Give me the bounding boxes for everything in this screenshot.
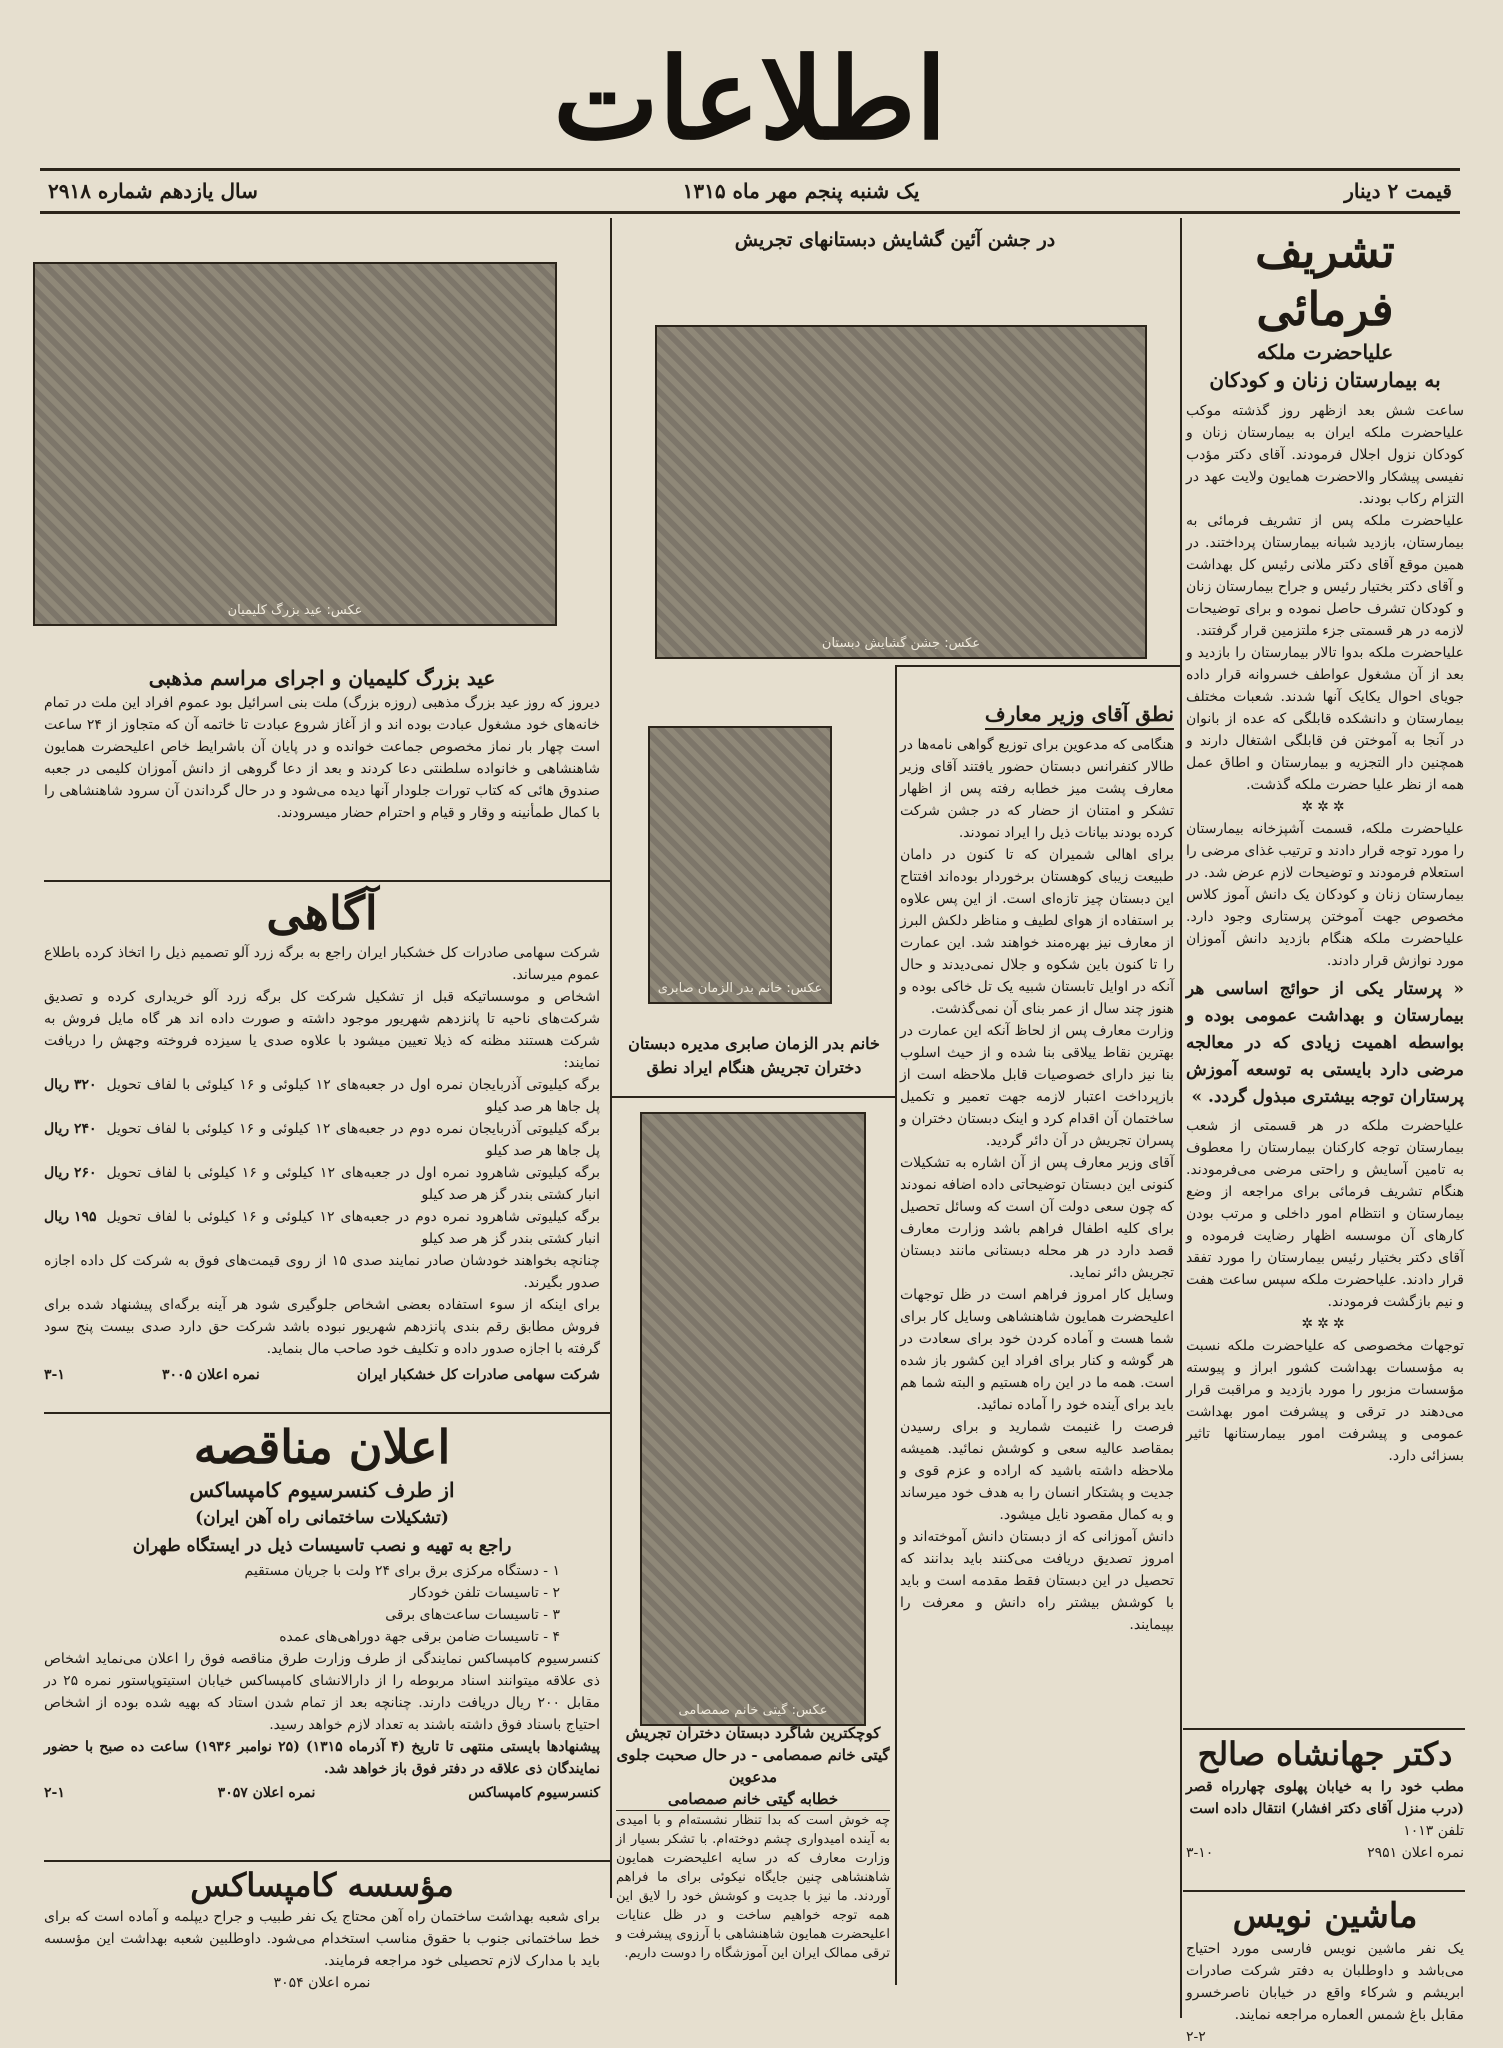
- typist-ad-title: ماشین نویس: [1232, 1896, 1418, 1936]
- paragraph: علیاحضرت ملکه، قسمت آشپزخانه بیمارستان را مورد توجه قرار دادند و ترتیب غذای مرضی را استعلام فرمودند و توضیحات لازم عرض شد. در بیمارستان زنان و کودکان یک دانش آموز کلاس مخصوص جهت آموختن پرستاری وجود دارد. علیاحضرت ملکه هنگام بازدید دانش آموزان مورد نوازش قرار دادند.: [1186, 821, 1464, 969]
- article-text: [1186, 400, 1464, 796]
- doctor-ad: [1186, 1732, 1464, 1864]
- company-title: مؤسسه کامپساکس: [190, 1866, 454, 1904]
- paragraph: فرصت را غنیمت شمارید و برای رسیدن بمقاصد عالیه سعی و کوشش نمائید. همیشه ملاحظه داشته باشید که اراده و عزم قوی و جدیت و پشتکار انسان را به هدف خود میرساند و به کمال مقصود نایل میشود.: [900, 1419, 1174, 1523]
- section-divider: ✲✲✲: [1301, 1316, 1349, 1332]
- tender-org: (تشکیلات ساختمانی راه آهن ایران): [195, 1508, 449, 1528]
- ceremony-title: عید بزرگ کلیمیان و اجرای مراسم مذهبی: [148, 666, 496, 690]
- column-rule: [895, 665, 897, 1985]
- divider: [44, 1412, 610, 1414]
- article-text: [900, 734, 1174, 1636]
- doctor-ad-text: مطب خود را به خیابان پهلوی چهارراه قصر (درب منزل آقای دکتر افشار) انتقال داده است: [1186, 1779, 1464, 1817]
- tender-item: ۲ - تاسیسات تلفن خودکار: [409, 1585, 560, 1601]
- divider: [1183, 1890, 1465, 1892]
- student-caption: کوچکترین شاگرد دبستان دختران تجریش گیتی خانم صمصامی - در حال صحبت جلوی مدعوین: [616, 1724, 890, 1786]
- tender-items: [44, 1560, 600, 1648]
- tender-signature: کنسرسیوم کامپساکس: [468, 1785, 600, 1801]
- ad-reference: نمره اعلان ۳۰۵۴: [273, 1975, 371, 1991]
- tender-item: ۴ - تاسیسات ضامن برقی جهة دوراهی‌های عمده: [279, 1629, 560, 1645]
- notice: [44, 884, 600, 1386]
- photo-label: عکس: عید بزرگ کلیمیان: [227, 603, 363, 618]
- divider: [897, 665, 1180, 667]
- price-desc: برگه کیلیوتی آذربایجان نمره دوم در جعبه‌های ۱۲ کیلوئی و ۱۶ کیلوئی با لفاف تحویل پل جاها هر صد کیلو: [106, 1121, 601, 1159]
- ad-number: ۳-۱۰: [1186, 1845, 1214, 1861]
- student-speech-title: خطابه گیتی خانم صمصامی: [616, 1788, 890, 1811]
- queen-visit-subhead: علیاحضرت ملکه: [1256, 340, 1394, 364]
- photo-label: عکس: گیتی خانم صمصامی: [678, 1703, 828, 1718]
- issue-date: یک شنبه پنجم مهر ماه ۱۳۱۵: [682, 179, 920, 203]
- price-value: ۱۹۵ ریال: [44, 1209, 97, 1225]
- price-value: ۳۲۰ ریال: [44, 1077, 97, 1093]
- price-item: [44, 1206, 600, 1250]
- dateline-bar: [40, 168, 1460, 214]
- price-desc: برگه کیلیوتی شاهرود نمره اول در جعبه‌های ۱۲ کیلوئی و ۱۶ کیلوئی با لفاف تحویل انبار کشتی بندر گز هر صد کیلو: [106, 1165, 600, 1203]
- masthead-title: اطلاعات: [553, 34, 947, 165]
- queen-visit-subhead: به بیمارستان زنان و کودکان: [1209, 368, 1441, 392]
- notice-footer: [44, 1364, 600, 1386]
- doctor-phone: تلفن ۱۰۱۳: [1403, 1823, 1464, 1839]
- paragraph: توجهات مخصوصی که علیاحضرت ملکه نسبت به مؤسسات بهداشت کشور ابراز و پیوسته مؤسسات مزبور را مورد بازدید و مراقبت قرار می‌دهند در ترقی و پیشرفت امور بهداشت عمومی و پیشرفت امور بیمارستانها تاثیر بسزائی دارد.: [1186, 1338, 1464, 1464]
- notice-text: چنانچه بخواهند خودشان صادر نمایند صدی ۱۵ از روی قیمت‌های فوق به شرکت کل داده اجازه صدور بگیرند.: [44, 1253, 601, 1291]
- minister-speech-title: نطق آقای وزیر معارف: [985, 700, 1174, 730]
- price-item: [44, 1074, 600, 1118]
- paragraph: وسایل کار امروز فراهم است در ظل توجهات اعلیحضرت همایون شاهنشاهی وسایل کار برای شما هست و آماده کردن خود برای سعادت در هر گوشه و کنار برای افراد این کشور باز شده است. همه ما در این راه هستیم و البته شما هم باید برای آینده خود را آماده نمائید.: [900, 1287, 1174, 1413]
- tender-from: از طرف کنسرسیوم کامپساکس: [189, 1478, 455, 1502]
- student-photo: [640, 1112, 866, 1726]
- price-value: ۲۶۰ ریال: [44, 1165, 97, 1181]
- tender-title: اعلان مناقصه: [193, 1420, 451, 1474]
- typist-ad-text: یک نفر ماشین نویس فارسی مورد احتیاج می‌باشد و داوطلبان به دفتر شرکت صادرات ابریشم و شرکاء واقع در خیابان ناصرخسرو مقابل باغ شمس العماره مراجعه نمایند.: [1186, 1941, 1464, 2023]
- divider: [612, 1096, 895, 1098]
- student-speech: [616, 1722, 890, 1963]
- paragraph: آقای وزیر معارف پس از آن اشاره به تشکیلات کنونی این دبستان توضیحاتی داده اضافه نمودند که چون سعی دولت آن است که وسائل تحصیل برای کلیه اطفال فراهم باشد وزارت معارف قصد دارد در هر محله دبستانی مانند دبستان تجریش دائر نماید.: [900, 1155, 1174, 1281]
- company-ad: [44, 1864, 600, 1994]
- tender-item: ۳ - تاسیسات ساعت‌های برقی: [385, 1607, 560, 1623]
- notice-intro: شرکت سهامی صادرات کل خشکبار ایران راجع به برگه زرد آلو تصمیم ذیل را اتخاذ کرده باطلاع عموم میرساند.: [44, 945, 600, 983]
- tender-subject: راجع به تهیه و نصب تاسیسات ذیل در ایستگاه طهران: [132, 1536, 512, 1556]
- tender-text: کنسرسیوم کامپساکس نمایندگی از طرف وزارت طرق مناقصه فوق را اعلان می‌نماید اشخاص ذی علاقه میتوانند اسناد مربوطه را از دارالانشای کامپساکس خیابان استیتوپاستور نمره ۲۵ در مقابل ۲۰۰ ریال دریافت دارند. چنانچه بعد از تمام شدن استاد که بهیه شده بوده از اشخاص احتیاج باسناد فوق داشته باشند به تعداد لازم خواهد رسید.: [44, 1651, 601, 1733]
- photo-label: عکس: خانم بدر الزمان صابری: [657, 981, 823, 996]
- issue-price: قیمت ۲ دینار: [1344, 179, 1452, 203]
- paragraph: وزارت معارف پس از لحاظ آنکه این عمارت در بهترین نقاط ییلاقی بنا شده و از حیث اسلوب بنا نیز دارای خصوصیات قابل ملاحظه است از بازپرداخت اعتبار لازمه جهت تعمیر و تکمیل ساختمان آن اقدام کرد و اینک دبستان دختران و پسران تجریش در آن دائر گردید.: [900, 1023, 1174, 1149]
- price-desc: برگه کیلیوتی آذربایجان نمره اول در جعبه‌های ۱۲ کیلوئی و ۱۶ کیلوئی با لفاف تحویل پل جاها هر صد کیلو: [106, 1077, 601, 1115]
- school-opening-photo: [655, 325, 1147, 659]
- company-text: برای شعبه بهداشت ساختمان راه آهن محتاج یک نفر طبیب و جراح دیپلمه و آماده است که برای خط ساختمانی جنوب با حقوق مناسب استخدام می‌شود. داوطلبین شعبه بهداشت این مؤسسه باید با مدارک لازم تحصیلی خود مراجعه فرمایند.: [44, 1909, 600, 1969]
- ceremony-caption: در جشن آئین گشایش دبستانهای تجریش: [734, 229, 1056, 251]
- notice-signature: شرکت سهامی صادرات کل خشکبار ایران: [356, 1367, 600, 1383]
- photo-label: عکس: جشن گشایش دبستان: [821, 636, 981, 651]
- notice-title: آگاهی: [266, 886, 378, 940]
- price-item: [44, 1118, 600, 1162]
- principal-photo: [648, 726, 832, 1004]
- paragraph: علیاحضرت ملکه در هر قسمتی از شعب بیمارستان توجه کارکنان بیمارستان را معطوف به تامین آسایش و راحتی مرضی می‌فرمودند. هنگام تشریف فرمائی برای مراجعه از وضع بیمارستان و انتظام امور داخلی و مرتب بودن کارهای آن موسسه اظهار رضایت فرموده و آقای دکتر بختیار رئیس بیمارستان را مورد تفقد قرار دادند. علیاحضرت ملکه سپس ساعت هفت و نیم بازگشت فرمودند.: [1186, 1118, 1464, 1310]
- tender-item: ۱ - دستگاه مرکزی برق برای ۲۴ ولت با جریان مستقیم: [244, 1563, 560, 1579]
- ad-number: ۳-۱: [44, 1367, 65, 1383]
- ad-number: ۲-۲: [1186, 2029, 1206, 2045]
- price-desc: برگه کیلیوتی شاهرود نمره دوم در جعبه‌های ۱۲ کیلوئی و ۱۶ کیلوئی با لفاف تحویل انبار کشتی بندر گز هر صد کیلو: [106, 1209, 601, 1247]
- price-value: ۲۴۰ ریال: [44, 1121, 97, 1137]
- price-item: [44, 1162, 600, 1206]
- doctor-name: دکتر جهانشاه صالح: [1197, 1735, 1453, 1773]
- notice-text: برای اینکه از سوء استفاده بعضی اشخاص جلوگیری شود هر آینه برگه‌ای پیشنهاد شده برای فروش مطابق رقم بندی پانزدهم شهریور نبوده باشد شرکت حق دارد صدی بیست پنج سود گرفته با اجازه صدور داده و تکلیف خود صاحب مال بنماید.: [44, 1297, 600, 1357]
- tender-footer: [44, 1782, 600, 1804]
- paragraph: برای اهالی شمیران که تا کنون در دامان طبیعت زیبای کوهستان برخوردار بوده‌اند افتتاح این دبستان چیز تازه‌ای است. از این پس علاوه بر استفاده از هوای لطیف و مناظر دلکش البرز از معارف نیز بهره‌مند خواهند شد. این عمارت را تا کنون باین شکوه و جلال نمی‌دیدند و حال آنکه در اوایل تابستان شبیه یک تل خاکی بوده و هنوز چند سال از عمر بنای آن نمی‌گذشت.: [900, 847, 1174, 1017]
- student-speech-text: چه خوش است که بدا تنظار نشسته‌ام و با امیدی به آینده امیدواری چشم دوخته‌ام. با تشکر بسیار از وزارت معارف که در سایه اعلیحضرت همایون شاهنشاهی چنین جایگاه نیکوئی برای ما فراهم آوردند. ما نیز با جدیت و کوشش خود را لایق این همه توجه خواهیم ساخت و در ظل عنایات اعلیحضرت همایون شاهنشاهی با آرزوی پیشرفت و ترقی ممالک ایران این آموزشگاه را دوست داریم.: [616, 1813, 890, 1961]
- paragraph: دانش آموزانی که از دبستان دانش آموخته‌اند و امروز تصدیق دریافت می‌کنند باید بدانند که تحصیل در این دبستان فقط مقدمه است و باید با کوشش بیشتر راه دانش و معرفت را بپیمایند.: [900, 1529, 1174, 1633]
- queen-quote: « پرستار یکی از حوائج اساسی هر بیمارستان و بهداشت عمومی بوده و بواسطه اهمیت زیادی که در معالجه مرضی دارد بایستی به توسعه آموزش پرستاران توجه بیشتری مبذول گردد. »: [1186, 979, 1464, 1107]
- ceremony-article: [44, 664, 600, 824]
- issue-number: سال یازدهم شماره ۲۹۱۸: [48, 179, 258, 203]
- price-list: [44, 1074, 600, 1250]
- principal-caption: خانم بدر الزمان صابری مدیره دبستان دختران تجریش هنگام ایراد نطق: [628, 1034, 880, 1077]
- ad-reference: نمره اعلان ۳۰۰۵: [161, 1367, 260, 1383]
- ad-reference: نمره اعلان ۲۹۵۱: [1367, 1845, 1464, 1861]
- divider: [44, 880, 610, 882]
- divider: [1183, 1728, 1465, 1730]
- paragraph: علیاحضرت ملکه پس از تشریف فرمائی به بیمارستان، بازدید شبانه بیمارستان پرداختند. در همین موقع آقای دکتر ملانی رئیس کل بهداشت و آقای دکتر بختیار رئیس و جراح بیمارستان زنان و کودکان تشرف حاصل نموده و برای توضیحات لازمه در هر قسمتی جزء ملتزمین قرار گرفتند.: [1186, 513, 1464, 639]
- paragraph: هنگامی که مدعوین برای توزیع گواهی نامه‌ها در طالار کنفرانس دبستان حضور یافتند آقای وزیر معارف پشت میز خطابه رفته پس از اظهار تشکر و امتنان از حضار که در جشن شرکت کرده بودند بیانات ذیل را ایراد نمودند.: [900, 737, 1174, 841]
- column-rule: [610, 218, 612, 1898]
- tender-deadline: پیشنهادها بایستی منتهی تا تاریخ (۴ آذرماه ۱۳۱۵) (۲۵ نوامبر ۱۹۳۶) ساعت ده صبح با حضور نمایندگان ذی علاقه در دفتر فوق باز خواهد شد.: [44, 1739, 600, 1777]
- typist-ad: [1186, 1894, 1464, 2048]
- tender: [44, 1418, 600, 1804]
- ad-reference: نمره اعلان ۳۰۵۷: [217, 1785, 316, 1801]
- ceremony-text: دیروز که روز عید بزرگ مذهبی (روزه بزرگ) ملت بنی اسرائیل بود عموم افراد این ملت در تمام خانه‌های خود مشغول عبادت بوده اند و از آغاز شروع عبادت تا خاتمه آن که متجاوز از ۲۴ ساعت است چهار بار نماز مخصوص جماعت خوانده و در پایان آن باشرایط خاص اعلیحضرت همایون شاهنشاهی و خانواده سلطنتی دعا کردند و بعد از دعا گروهی از دانش آموزان کلیمی در جعبه صندوق هائی که کتاب تورات جلودار آنها دیده می‌شود و در حال گرداندن آن سرود شاهنشاهی را با کمال طمأنینه و وقار و قیام و احترام حضار میسرودند.: [44, 695, 600, 821]
- column-rule: [1180, 218, 1182, 2018]
- queen-visit-headline: تشریف فرمائی: [1255, 224, 1395, 336]
- paragraph: علیاحضرت ملکه بدوا تالار بیمارستان را بازدید و بعد از آن مشغول عواطف خسروانه قرار داده جویای احوال یکایک آنها شدند. شعبات مختلف بیمارستان و دانشکده قابلگی که عده از بانوان در آنجا به آموختن فن قابلگی اشتغال دارند و همچنین دار التجزیه و بیمارستان و اطاق عمل همه از نظر علیا حضرت ملکه گذشت.: [1186, 645, 1464, 793]
- section-divider: ✲✲✲: [1301, 799, 1349, 815]
- ad-number: ۲-۱: [44, 1785, 65, 1801]
- minister-speech: [900, 700, 1174, 1636]
- divider: [44, 1860, 610, 1862]
- paragraph: ساعت شش بعد ازظهر روز گذشته موکب علیاحضرت ملکه ایران به بیمارستان زنان و کودکان نزول اجلال فرمودند. آقای دکتر مؤدب نفیسی پیشکار والاحضرت همایون ولایت عهد در التزام رکاب بودند.: [1186, 403, 1464, 507]
- right-column: [1186, 222, 1464, 1467]
- ceremony-photo: [33, 262, 557, 626]
- notice-text: اشخاص و موسساتیکه قبل از تشکیل شرکت کل برگه زرد آلو خریداری کرده و تصدیق شرکت‌های ناحیه تا پانزدهم شهریور موجود داشته و صورت داده اند هر گاه مایل فروش به شرکت هستند مظنه که ذیلا تعیین میشود با علاوه صدی یا سیزده فروخته وجهش را دریافت نمایند:: [44, 989, 600, 1071]
